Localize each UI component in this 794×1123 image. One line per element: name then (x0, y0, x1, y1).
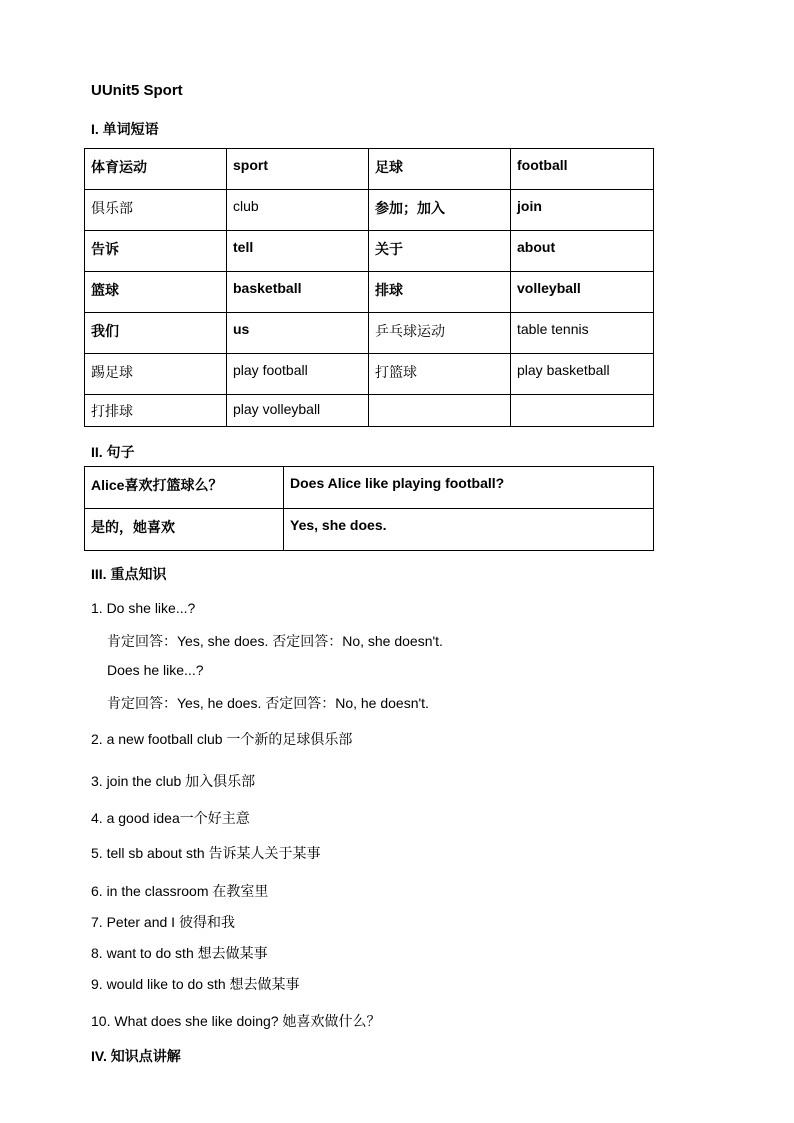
vocab-table (84, 148, 654, 427)
sentence-table (84, 466, 654, 551)
table-cell: table tennis (511, 313, 654, 354)
table-cell: Does Alice like playing football? (284, 467, 654, 509)
table-cell: club (227, 190, 369, 231)
table-cell: 体育运动 (85, 149, 227, 190)
table-cell (369, 395, 511, 427)
list-item: Does he like...? (107, 662, 204, 678)
table-cell: play volleyball (227, 395, 369, 427)
table-cell: Alice喜欢打篮球么？ (85, 467, 284, 509)
list-item: 7. Peter and I 彼得和我 (91, 914, 235, 930)
table-cell: 参加；加入 (369, 190, 511, 231)
list-item: 5. tell sb about sth 告诉某人关于某事 (91, 845, 321, 861)
table-cell: 关于 (369, 231, 511, 272)
table-cell: about (511, 231, 654, 272)
table-row (85, 190, 654, 231)
table-cell: Yes, she does. (284, 509, 654, 551)
table-row (85, 354, 654, 395)
table-cell: 是的，她喜欢 (85, 509, 284, 551)
table-row (85, 395, 654, 427)
table-cell: tell (227, 231, 369, 272)
table-row (85, 149, 654, 190)
list-item: 10. What does she like doing? 她喜欢做什么？ (91, 1013, 381, 1029)
list-item: 肯定回答：Yes, he does. 否定回答：No, he doesn't. (107, 695, 429, 711)
table-cell: sport (227, 149, 369, 190)
table-cell (511, 395, 654, 427)
table-row (85, 272, 654, 313)
table-cell: volleyball (511, 272, 654, 313)
table-cell: football (511, 149, 654, 190)
list-item: 3. join the club 加入俱乐部 (91, 773, 256, 789)
table-cell: us (227, 313, 369, 354)
table-cell: 足球 (369, 149, 511, 190)
list-item: 肯定回答：Yes, she does. 否定回答：No, she doesn't. (107, 633, 443, 649)
table-cell: 告诉 (85, 231, 227, 272)
table-cell: 打篮球 (369, 354, 511, 395)
section-heading-sentences: II. 句子 (91, 444, 135, 460)
table-cell: play basketball (511, 354, 654, 395)
list-item: 6. in the classroom 在教室里 (91, 883, 269, 899)
section-heading-key-points: III. 重点知识 (91, 566, 167, 582)
table-row (85, 313, 654, 354)
section-heading-vocab: I. 单词短语 (91, 121, 159, 137)
list-item: 4. a good idea一个好主意 (91, 810, 250, 826)
table-cell: 打排球 (85, 395, 227, 427)
table-row (85, 467, 654, 509)
table-cell: 踢足球 (85, 354, 227, 395)
table-cell: basketball (227, 272, 369, 313)
table-row (85, 231, 654, 272)
table-cell: play football (227, 354, 369, 395)
section-heading-explanation: IV. 知识点讲解 (91, 1048, 181, 1064)
list-item: 2. a new football club 一个新的足球俱乐部 (91, 731, 353, 747)
table-cell: 俱乐部 (85, 190, 227, 231)
page-title: UUnit5 Sport (91, 82, 183, 99)
list-item: 8. want to do sth 想去做某事 (91, 945, 268, 961)
list-item: 1. Do she like...? (91, 600, 196, 616)
table-cell: 排球 (369, 272, 511, 313)
list-item: 9. would like to do sth 想去做某事 (91, 976, 300, 992)
table-cell: join (511, 190, 654, 231)
table-cell: 乒乓球运动 (369, 313, 511, 354)
table-cell: 篮球 (85, 272, 227, 313)
table-row (85, 509, 654, 551)
table-cell: 我们 (85, 313, 227, 354)
